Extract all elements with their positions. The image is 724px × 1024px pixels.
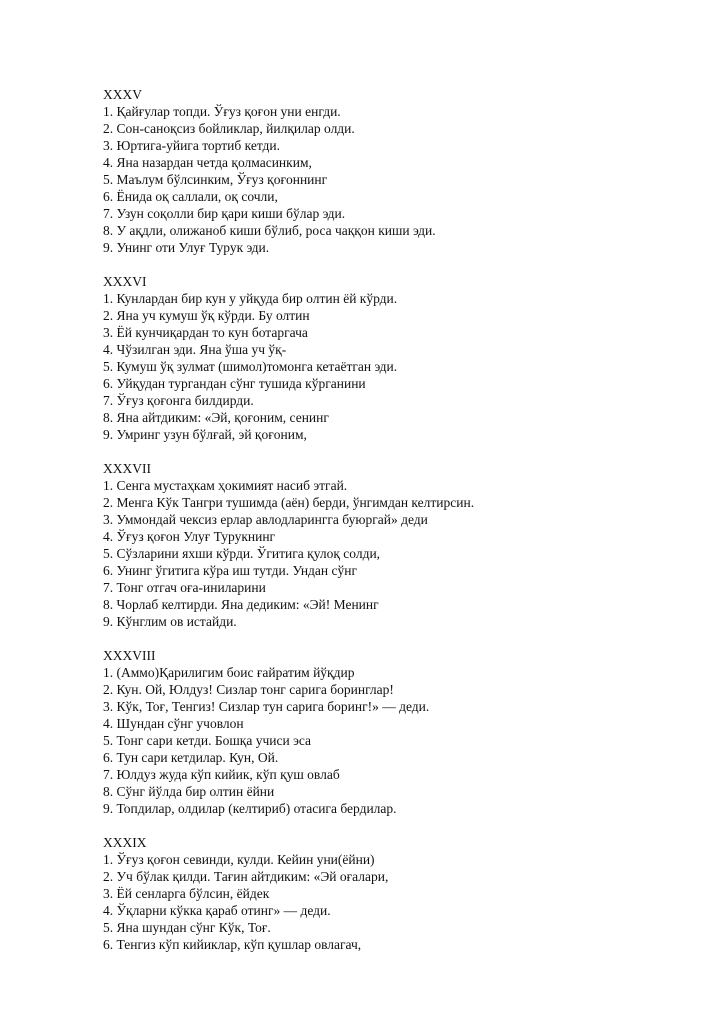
text-line: 5. Кумуш ўқ зулмат (шимол)томонга кетаётган эди. (103, 359, 398, 374)
text-line: 1. Сенга мустаҳкам ҳокимият насиб этгай. (103, 478, 348, 493)
text-line: 7. Ўғуз қоғонга билдирди. (103, 393, 254, 408)
text-line: 9. Топдилар, олдилар (келтириб) отасига бердилар. (103, 801, 397, 816)
section-heading: XXXVIII (103, 648, 156, 663)
text-line: 6. Уйқудан тургандан сўнг тушида кўрганини (103, 376, 366, 391)
text-line: 2. Яна уч кумуш ўқ кўрди. Бу олтин (103, 308, 310, 323)
text-line: 1. (Аммо)Қарилигим боис ғайратим йўқдир (103, 665, 355, 680)
text-line: 4. Яна назардан четда қолмасинким, (103, 155, 312, 170)
text-line: 8. У ақдли, олижаноб киши бўлиб, роса чаққон киши эди. (103, 223, 436, 238)
text-line: 9. Унинг оти Улуғ Турук эди. (103, 240, 270, 255)
text-line: 7. Узун соқолли бир қари киши бўлар эди. (103, 206, 346, 221)
text-line: 4. Чўзилган эди. Яна ўша уч ўқ- (103, 342, 287, 357)
text-line: 9. Умринг узун бўлғай, эй қоғоним, (103, 427, 307, 442)
text-line: 1. Ўғуз қоғон севинди, кулди. Кейин уни(ёйни) (103, 852, 375, 867)
text-line: 7. Тонг отгач оға-иниларини (103, 580, 266, 595)
text-line: 8. Чорлаб келтирди. Яна дедиким: «Эй! Менинг (103, 597, 379, 612)
text-line: 8. Яна айтдиким: «Эй, қоғоним, сенинг (103, 410, 329, 425)
text-line: 2. Уч бўлак қилди. Тағин айтдиким: «Эй оғалари, (103, 869, 389, 884)
text-line: 3. Кўк, Тоғ, Тенгиз! Сизлар тун сарига боринг!» — деди. (103, 699, 430, 714)
text-line: 8. Сўнг йўлда бир олтин ёйни (103, 784, 275, 799)
text-line: 4. Шундан сўнг учовлон (103, 716, 244, 731)
text-line: 7. Юлдуз жуда кўп кийик, кўп қуш овлаб (103, 767, 340, 782)
text-line: 3. Ёй сенларга бўлсин, ёйдек (103, 886, 270, 901)
text-line: 6. Ёнида оқ саллали, оқ сочли, (103, 189, 278, 204)
section-xxxvii (103, 460, 683, 630)
section-heading: XXXVI (103, 274, 147, 289)
section-xxxvi (103, 273, 683, 443)
text-line: 5. Маълум бўлсинким, Ўғуз қоғоннинг (103, 172, 328, 187)
text-line: 6. Унинг ўгитига кўра иш тутди. Ундан сўнг (103, 563, 358, 578)
section-xxxviii (103, 647, 683, 817)
section-xxxix (103, 834, 683, 953)
document-page (103, 86, 683, 970)
section-xxxv (103, 86, 683, 256)
text-line: 5. Тонг сари кетди. Бошқа учиси эса (103, 733, 312, 748)
text-line: 5. Яна шундан сўнг Кўк, Тоғ. (103, 920, 271, 935)
text-line: 3. Уммондай чексиз ерлар авлодларингга буюргай» деди (103, 512, 428, 527)
text-line: 4. Ўғуз қоғон Улуғ Турукнинг (103, 529, 276, 544)
text-line: 3. Ёй кунчиқардан то кун ботаргача (103, 325, 308, 340)
section-heading: XXXVII (103, 461, 151, 476)
text-line: 6. Тенгиз кўп кийиклар, кўп қушлар овлагач, (103, 937, 362, 952)
text-line: 1. Кунлардан бир кун у уйқуда бир олтин ёй кўрди. (103, 291, 398, 306)
section-heading: XXXIX (103, 835, 147, 850)
text-line: 6. Тун сари кетдилар. Кун, Ой. (103, 750, 279, 765)
text-line: 5. Сўзларини яхши кўрди. Ўгитига қулоқ солди, (103, 546, 381, 561)
text-line: 2. Сон-саноқсиз бойликлар, йилқилар олди. (103, 121, 355, 136)
section-heading: XXXV (103, 87, 142, 102)
text-line: 2. Менга Кўк Тангри тушимда (аён) берди, ўнгимдан келтирсин. (103, 495, 475, 510)
text-line: 4. Ўқларни кўкка қараб отинг» — деди. (103, 903, 331, 918)
text-line: 1. Қайғулар топди. Ўғуз қоғон уни енгди. (103, 104, 341, 119)
text-line: 3. Юртига-уйига тортиб кетди. (103, 138, 281, 153)
text-line: 9. Кўнглим ов истайди. (103, 614, 237, 629)
text-line: 2. Кун. Ой, Юлдуз! Сизлар тонг сарига боринглар! (103, 682, 394, 697)
